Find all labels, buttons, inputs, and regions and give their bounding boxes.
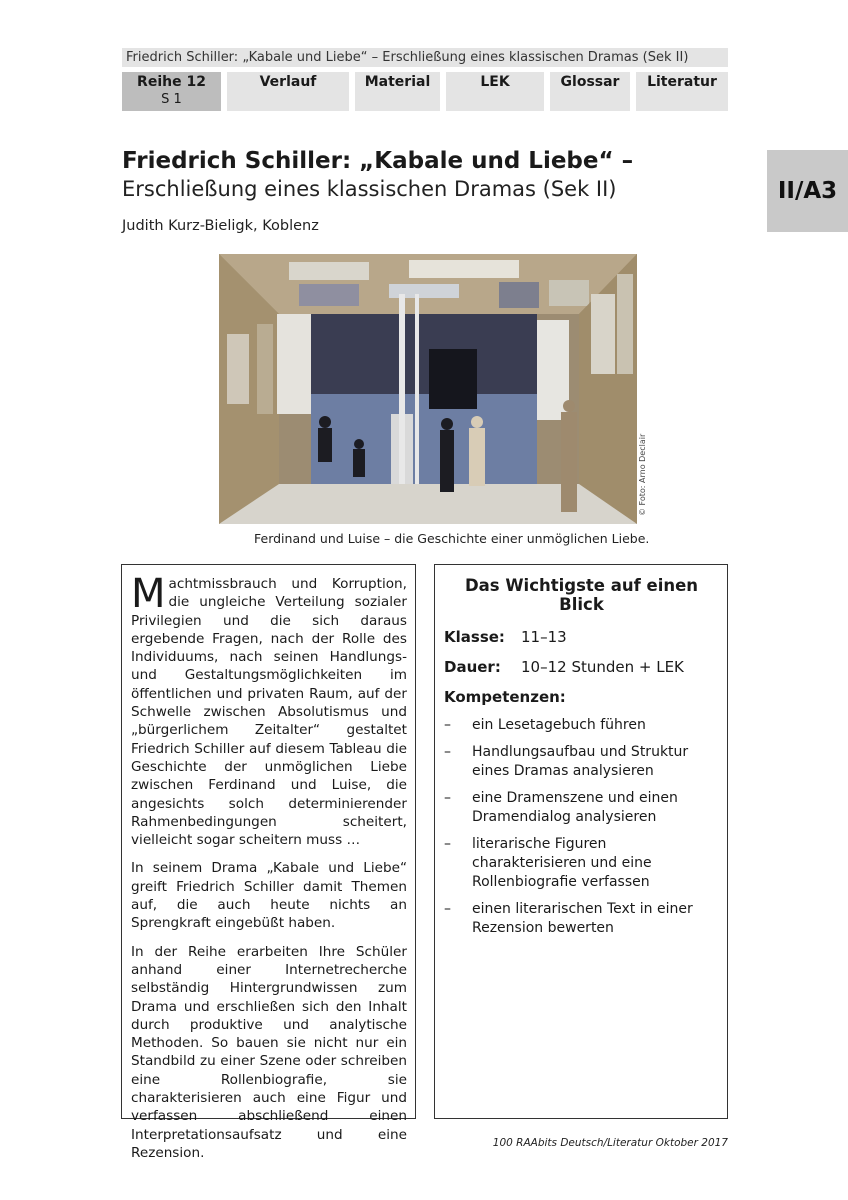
author: Judith Kurz-Bieligk, Koblenz <box>122 218 319 234</box>
intro-paragraph-2: In seinem Drama „Kabale und Liebe“ greift Friedrich Schiller damit Themen auf, die auch heute nichts an Sprengkraft eingebüßt haben. <box>131 860 407 932</box>
list-item-text: literarische Figuren charakterisieren und eine Rollenbiografie verfassen <box>472 836 652 890</box>
list-item-text: einen literarischen Text in einer Rezension bewerten <box>472 901 693 936</box>
kompetenzen-list <box>444 716 719 938</box>
list-item-text: Handlungsaufbau und Struktur eines Dramas analysieren <box>472 744 689 779</box>
dauer-value: 10–12 Stunden + LEK <box>521 658 684 676</box>
intro-p1-text: achtmissbrauch und Korruption, die ungleiche Verteilung sozialer Privilegien und die sich daraus ergebende Fragen, nach der Rolle des Individuums, nach seinen Handlungs- und Gestaltungsmöglichkeiten im öffentlichen und privaten Raum, auf der Schwelle zwischen Absolutismus und „bürgerlichem Zeitalter“ gestaltet Friedrich Schiller auf diesem Tableau die Geschichte der unmöglichen Liebe zwischen Ferdinand und Luise, die angesichts solch determinierender Rahmenbedingungen scheitert, vielleicht sogar scheitern muss … <box>131 576 407 849</box>
list-dash: – <box>444 901 451 917</box>
photo-credit: © Foto: Arno Declair <box>638 433 647 516</box>
page-title: Friedrich Schiller: „Kabale und Liebe“ – <box>122 148 634 174</box>
intro-paragraph-1 <box>131 571 407 849</box>
page-subtitle: Erschließung eines klassischen Dramas (Sek II) <box>122 177 617 201</box>
summary-box <box>434 564 728 1119</box>
summary-heading: Das Wichtigste auf einen Blick <box>464 576 699 614</box>
list-dash: – <box>444 717 451 733</box>
nav-tab-glossar[interactable]: Glossar <box>550 72 630 111</box>
list-item-text: eine Dramenszene und einen Dramendialog analysieren <box>472 790 678 825</box>
list-item-text: ein Lesetagebuch führen <box>472 717 646 733</box>
klasse-value: 11–13 <box>521 628 567 646</box>
nav-tab-literatur[interactable]: Literatur <box>636 72 728 111</box>
list-item <box>444 789 719 827</box>
section-tab: II/A3 <box>767 150 848 232</box>
intro-paragraph-3: In der Reihe erarbeiten Ihre Schüler anhand einer Internetrecherche selbständig Hintergrundwissen zum Drama und erschließen sich den Inhalt durch produktive und analytische Methoden. So bauen sie nicht nur ein Standbild zu einer Szene oder schreiben eine Rollenbiografie, sie charakterisieren auch eine Figur und verfassen abschließend einen Interpretationsaufsatz und eine Rezension. <box>131 943 407 1161</box>
nav-reihe[interactable] <box>122 72 221 111</box>
list-item <box>444 743 719 781</box>
klasse-label: Klasse: <box>444 628 505 646</box>
klasse-row <box>444 628 719 646</box>
page-footer: 100 RAAbits Deutsch/Literatur Oktober 2017 <box>492 1137 728 1149</box>
running-header: Friedrich Schiller: „Kabale und Liebe“ – Erschließung eines klassischen Dramas (Sek II) <box>122 48 728 67</box>
intro-box <box>121 564 416 1161</box>
list-item <box>444 716 719 735</box>
nav-reihe-page: S 1 <box>161 92 182 107</box>
kompetenzen-label: Kompetenzen: <box>444 688 566 706</box>
list-dash: – <box>444 744 451 760</box>
stage-photo <box>219 254 637 524</box>
list-item <box>444 900 719 938</box>
list-dash: – <box>444 790 451 806</box>
nav-tab-lek[interactable]: LEK <box>446 72 544 111</box>
list-dash: – <box>444 836 451 852</box>
nav-reihe-label: Reihe 12 <box>137 74 206 90</box>
nav-tab-material[interactable]: Material <box>355 72 440 111</box>
dropcap: M <box>131 571 166 617</box>
dauer-row <box>444 658 719 676</box>
photo-caption: Ferdinand und Luise – die Geschichte einer unmöglichen Liebe. <box>254 531 650 546</box>
nav-tab-verlauf[interactable]: Verlauf <box>227 72 349 111</box>
list-item <box>444 835 719 892</box>
dauer-label: Dauer: <box>444 658 501 676</box>
